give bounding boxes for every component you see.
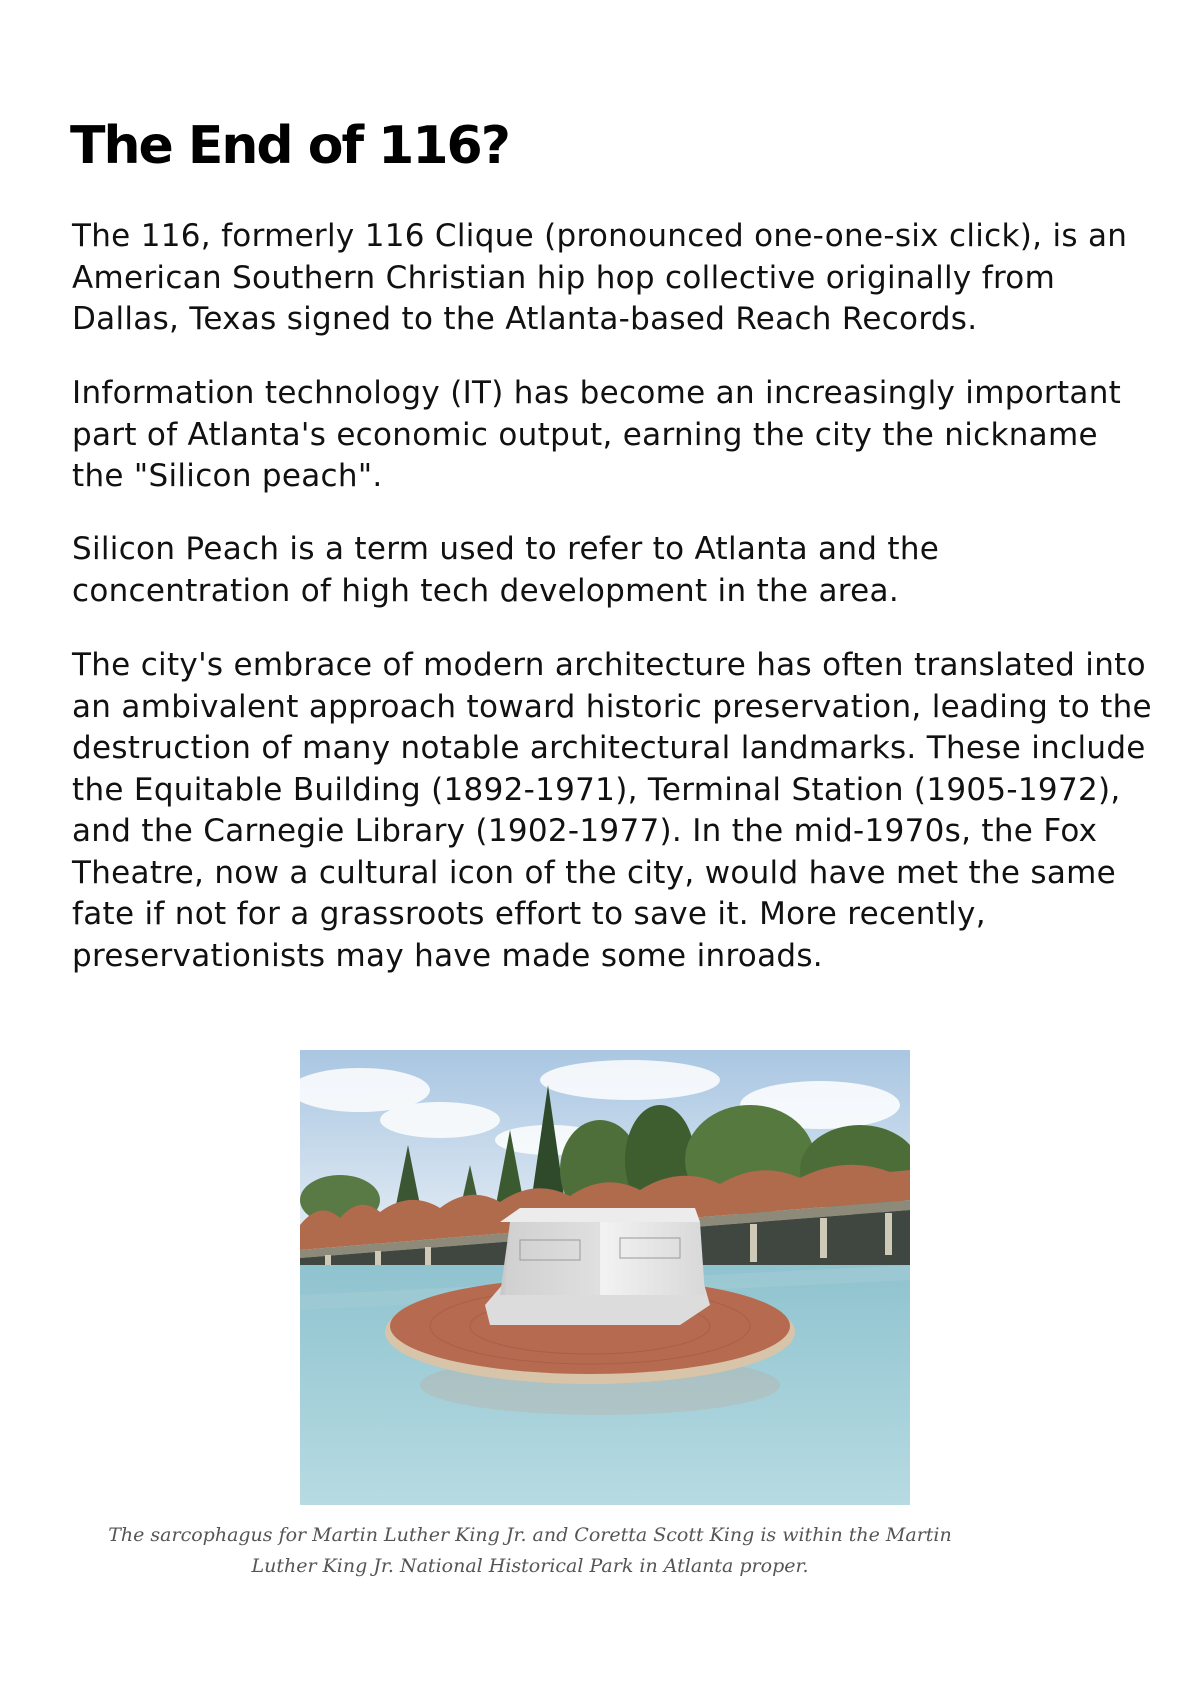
- paragraph-3: Silicon Peach is a term used to refer to Atlanta and the concentration of high tech development in the area.: [72, 531, 940, 609]
- figure-caption: The sarcophagus for Martin Luther King Jr. and Coretta Scott King is within the Martin Luther King Jr. National Historical Park in Atlanta proper.: [108, 1524, 952, 1577]
- photo-illustration: [300, 1050, 910, 1505]
- paragraph-2: Information technology (IT) has become an increasingly important part of Atlanta's economic output, earning the city the nickname the "Silicon peach".: [72, 375, 1122, 494]
- page-title: The End of 116?: [70, 116, 509, 176]
- sarcophagus: [485, 1208, 710, 1325]
- paragraph-1: The 116, formerly 116 Clique (pronounced one-one-six click), is an American Southern Christian hip hop collective originally from Dallas, Texas signed to the Atlanta-based Reach Records.: [72, 218, 1128, 337]
- sarcophagus-photo: [300, 1050, 910, 1505]
- paragraph-4: The city's embrace of modern architecture has often translated into an ambivalent approach toward historic preservation, leading to the destruction of many notable architectural landmarks. These include the Equitable Building (1892-1971), Terminal Station (1905-1972), and the Carnegie Library (1902-1977). In the mid-1970s, the Fox Theatre, now a cultural icon of the city, would have met the same fate if not for a grassroots effort to save it. More recently, preservationists may have made some inroads.: [72, 647, 1152, 974]
